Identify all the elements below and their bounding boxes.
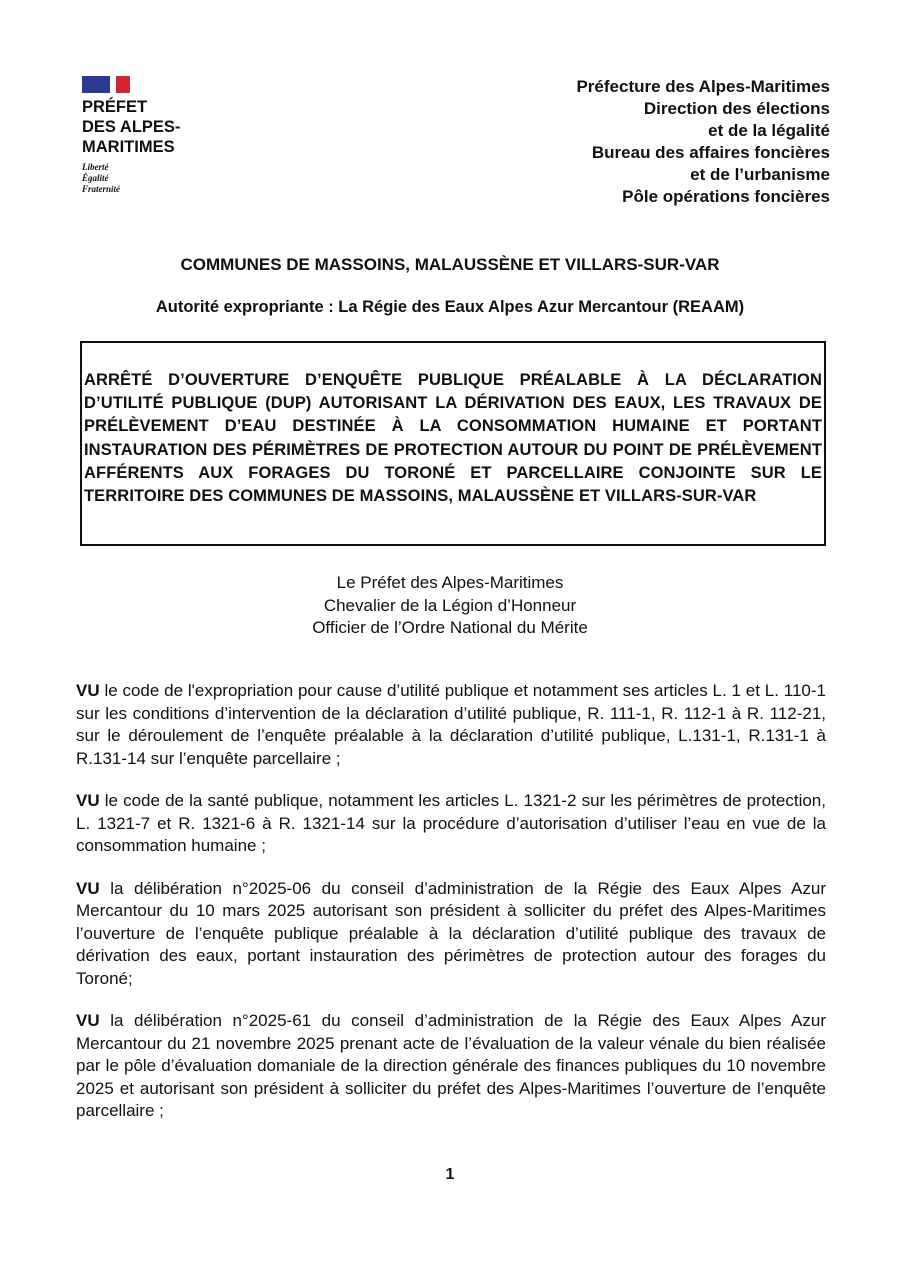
visa-text: la délibération n°2025-06 du conseil d’administration de la Régie des Eaux Alpes Azur Mercantour du 10 mars 2025 autorisant son président à solliciter du préfet des Alpes-Maritimes l’ouverture de l’enquête publique préalable à la déclaration d’utilité publique des travaux de dérivation des eaux, portant instauration des périmètres de protection autour des forages du Toroné; bbox=[76, 878, 826, 988]
header-line: et de la légalité bbox=[708, 121, 830, 140]
logo-title-line: DES ALPES- bbox=[82, 118, 181, 136]
visa-text: la délibération n°2025-61 du conseil d’administration de la Régie des Eaux Alpes Azur Mercantour du 21 novembre 2025 prenant acte de l’évaluation de la valeur vénale du bien réalisée par le pôle d’évaluation domaniale de la direction générale des finances publiques du 10 novembre 2025 et autorisant son président à solliciter du préfet des Alpes-Maritimes l’ouverture de l’enquête parcellaire ; bbox=[76, 1011, 826, 1120]
prefet-identity-line: Le Préfet des Alpes-Maritimes bbox=[336, 573, 564, 592]
motto-line: Fraternité bbox=[82, 184, 121, 194]
prefet-identity bbox=[0, 572, 900, 640]
vu-keyword: VU bbox=[76, 791, 100, 810]
page-number: 1 bbox=[445, 1166, 455, 1183]
motto-line: Égalité bbox=[82, 173, 109, 183]
republic-motto bbox=[82, 162, 242, 195]
logo-title-line: MARITIMES bbox=[82, 138, 175, 156]
expropriating-authority: Autorité expropriante : La Régie des Eaux Alpes Azur Mercantour (REAAM) bbox=[155, 298, 745, 316]
visa-paragraph bbox=[76, 680, 826, 770]
vu-keyword: VU bbox=[76, 1011, 100, 1030]
header-line: Bureau des affaires foncières bbox=[591, 143, 830, 162]
logo-title bbox=[82, 97, 242, 157]
visa-paragraph bbox=[76, 1010, 826, 1123]
visa-text: le code de l'expropriation pour cause d’utilité publique et notamment ses articles L. 1 et L. 110-1 sur les conditions d’intervention de la déclaration d’utilité publique, R. 111-1, R. 112-1 à R. 112-21, sur le déroulement de l’enquête préalable à la déclaration d’utilité publique, L.131-1, R.131-1 à R.131-14 sur l’enquête parcellaire ; bbox=[76, 681, 826, 768]
arrete-title: ARRÊTÉ D’OUVERTURE D’ENQUÊTE PUBLIQUE PRÉALABLE À LA DÉCLARATION D’UTILITÉ PUBLIQUE (DUP) AUTORISANT LA DÉRIVATION DES EAUX, LES TRAVAUX DE PRÉLÈVEMENT D’EAU DESTINÉE À LA CONSOMMATION HUMAINE ET PORTANT INSTAURATION DES PÉRIMÈTRES DE PROTECTION AUTOUR DU POINT DE PRÉLÈVEMENT AFFÉRENTS AUX FORAGES DU TORONÉ ET PARCELLAIRE CONJOINTE SUR LE TERRITOIRE DES COMMUNES DE MASSOINS, MALAUSSÈNE ET VILLARS-SUR-VAR bbox=[84, 371, 822, 506]
prefet-logo bbox=[82, 76, 242, 195]
vu-keyword: VU bbox=[76, 878, 100, 898]
arrete-title-box bbox=[80, 341, 826, 546]
communes-heading: COMMUNES DE MASSOINS, MALAUSSÈNE ET VILLARS-SUR-VAR bbox=[180, 255, 720, 274]
prefet-identity-line: Officier de l’Ordre National du Mérite bbox=[312, 618, 588, 637]
visa-paragraph bbox=[76, 878, 826, 991]
vu-keyword: VU bbox=[76, 681, 100, 700]
visa-text: le code de la santé publique, notamment les articles L. 1321-2 sur les périmètres de protection, L. 1321-7 et R. 1321-6 à R. 1321-14 sur la procédure d’autorisation d’utiliser l’eau en vue de la consommation humaine ; bbox=[76, 791, 826, 855]
header-line: Préfecture des Alpes-Maritimes bbox=[576, 77, 830, 96]
header-line: et de l’urbanisme bbox=[690, 165, 830, 184]
prefet-identity-line: Chevalier de la Légion d’Honneur bbox=[323, 595, 577, 615]
logo-title-line: PRÉFET bbox=[82, 98, 148, 116]
header-line: Pôle opérations foncières bbox=[622, 187, 830, 206]
motto-line: Liberté bbox=[82, 162, 109, 172]
visa-paragraph bbox=[76, 790, 826, 858]
header-line: Direction des élections bbox=[643, 99, 830, 118]
visas-section bbox=[76, 680, 826, 1143]
french-flag-icon bbox=[82, 76, 130, 93]
issuing-service-header bbox=[576, 76, 830, 208]
